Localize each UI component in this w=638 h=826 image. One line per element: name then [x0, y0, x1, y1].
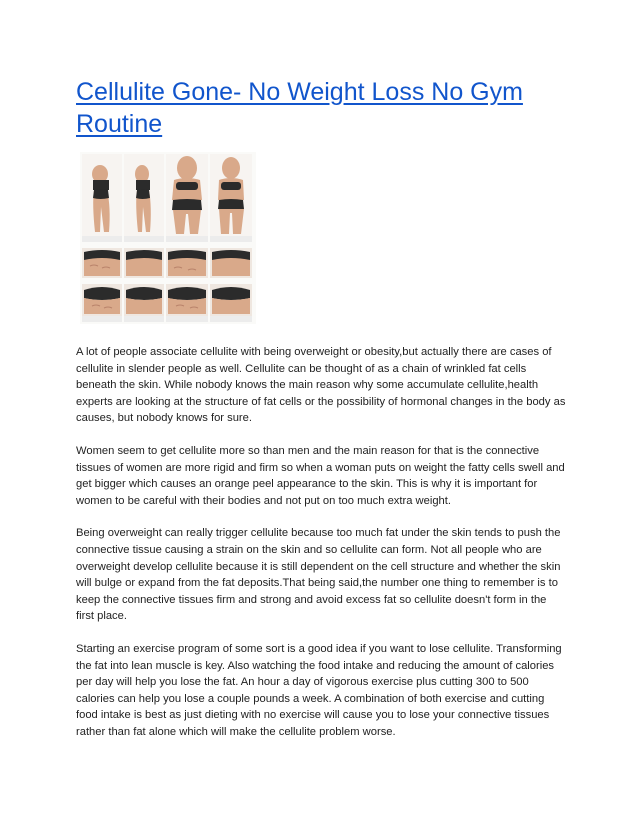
- rear-closeup-3: [166, 284, 208, 322]
- paragraph-4: Starting an exercise program of some sort is a good idea if you want to lose cellulite. Transforming the fat into lean muscle is key. Also watching the food intake and reducing the amount of calories per day will help you lose the fat. An hour a day of vigorous exercise plus cutting 300 to 500 calories can help you lose a couple pounds a week. A combination of both exercise and cutting food intake is best as just dieting with no exercise will cause you to lose your connective tissues rather than fat alone which will make the cellulite problem worse.: [76, 642, 562, 738]
- paragraph-1: A lot of people associate cellulite with being overweight or obesity,but actually there are cases of cellulite in slender people as well. Cellulite can be thought of as a chain of wrinkled fat cells beneath the skin. While nobody knows the main reason why some accumulate cellulite,health experts are looking at the structure of fat cells or the possibility of hormonal changes in the body as causes, but nobody knows for sure.: [76, 346, 566, 425]
- photo-side-before: [82, 154, 122, 242]
- title-link[interactable]: Cellulite Gone- No Weight Loss No Gym Routine: [76, 78, 523, 138]
- closeup-4: [210, 248, 252, 278]
- photo-front-after: [210, 154, 252, 242]
- rear-closeup-4: [210, 284, 252, 322]
- photo-grid-svg: [80, 152, 256, 324]
- closeup-2: [124, 248, 164, 278]
- paragraph-2: Women seem to get cellulite more so than men and the main reason for that is the connective tissues of women are more rigid and firm so when a woman puts on weight the fatty cells swell and get bigger which causes an orange peel appearance to the skin. This is why it is important for women to be careful with their bodies and not put on too much extra weight.: [76, 444, 565, 507]
- photo-side-after: [124, 154, 164, 242]
- photo-front-before: [166, 154, 208, 242]
- top-row-photos: [82, 154, 252, 242]
- rear-closeup-1: [82, 284, 122, 322]
- document-title[interactable]: [76, 76, 576, 140]
- middle-row-photos: [82, 248, 252, 278]
- before-after-photo-grid: [80, 152, 256, 324]
- rear-closeup-2: [124, 284, 164, 322]
- closeup-3: [166, 248, 208, 278]
- article-body: [76, 344, 566, 756]
- paragraph-3: Being overweight can really trigger cellulite because too much fat under the skin tends to push the connective tissue causing a strain on the skin and so cellulite can form. Not all people who are overweight develop cellulite because it is still dependent on the cell structure and whether the skin will bulge or expand from the fat deposits.That being said,the number one thing to remember is to keep the connective tissues firm and strong and avoid excess fat so cellulite doesn't form in the first place.: [76, 527, 561, 623]
- closeup-1: [82, 248, 122, 278]
- bottom-row-photos: [82, 284, 252, 322]
